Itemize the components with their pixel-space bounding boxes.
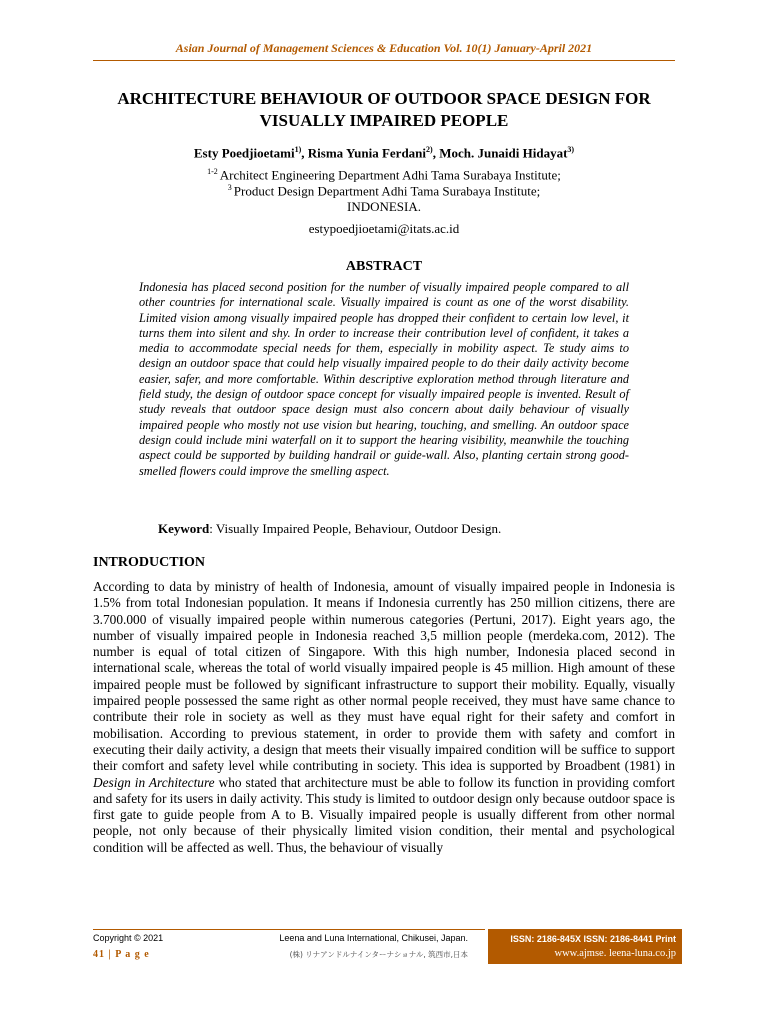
author-name: Esty Poedjioetami bbox=[193, 145, 295, 161]
abstract-text: Indonesia has placed second position for the number of visually impaired people compared to all other countries for international scale. Visually impaired is count as one of the worst disability. Limited vision among visually impaired people has dropped their confident to certain low level, it turns them into silent and shy. In order to increase their contribution level of confident, it takes a media to accommodate special needs for them, especially in mobility aspect. Te study aims to design an outdoor space that could help visually impaired people to do their daily activity become easier, safer, and more comfortable. Within descriptive exploration method through literature and field study, the design of outdoor space concept for visually impaired people is invented. Result of study reveals that outdoor space design must also concern about daily behaviour of visually impaired people who mostly not use vision but hearing, touching, and smelling. An outdoor space design could include mini waterfall on it to support the hearing visibility, meanwhile the touching aspect could be supported by building handrail or guide-wall. Also, planting certain strong good-smelled flowers could improve the smelling aspect. bbox=[139, 280, 629, 478]
author-affil-mark: 2) bbox=[426, 145, 433, 154]
author-name: Moch. Junaidi Hidayat bbox=[439, 145, 568, 161]
affil-text: Architect Engineering Department Adhi Tama Surabaya Institute; bbox=[219, 167, 561, 183]
intro-text-part1: According to data by ministry of health of Indonesia, amount of visually impaired people in Indonesia is 1.5% from total Indonesian population. It means if Indonesia currently has 250 million citizens, there are 3.700.000 of visually impaired people within numerous categories (Pertuni, 2017). Eight years ago, the number of visually impaired people in Indonesia reached 3,5 million people (merdeka.com, 2012). The number is equal of total citizen of Singapore. With this high number, Indonesia placed second in international scale, whereas the total of world visually impaired people is 45 million. High amount of these impaired people must be followed by significant infrastructure to support their mobility. Equally, visually impaired people possessed the same right as other normal people received, they must have same chance to contribute their role in society as well as they must have equal right for their safety and comfort in mobilisation. According to previous statement, in order to provide them with safety and comfort in executing their daily activity, a design that meets their visually impaired condition will be suffice to support their comfort and safety level while contributing in society. This idea is supported by Broadbent (1981) in bbox=[93, 579, 675, 774]
author-affil-mark: 3) bbox=[567, 145, 575, 154]
affil-text: Product Design Department Adhi Tama Surabaya Institute; bbox=[233, 183, 541, 199]
affil-text: INDONESIA. bbox=[346, 199, 422, 214]
affil-mark: 3 bbox=[227, 183, 234, 192]
paper-title: ARCHITECTURE BEHAVIOUR OF OUTDOOR SPACE DESIGN FOR VISUALLY IMPAIRED PEOPLE bbox=[117, 89, 651, 130]
footer-publisher-jp: (株) リナアンドルナインターナショナル, 筑西市,日本 bbox=[289, 950, 468, 959]
author-separator: , bbox=[301, 145, 308, 161]
author-name: Risma Yunia Ferdani bbox=[307, 145, 427, 161]
header-rule bbox=[93, 60, 675, 61]
author-affil-mark: 1) bbox=[294, 145, 302, 154]
journal-header: Asian Journal of Management Sciences & Education Vol. 10(1) January-April 2021 bbox=[175, 41, 593, 55]
introduction-paragraph bbox=[93, 579, 675, 856]
keyword-label: Keyword bbox=[158, 521, 210, 536]
section-heading-introduction: INTRODUCTION bbox=[93, 555, 206, 570]
keyword-list: : Visually Impaired People, Behaviour, Outdoor Design. bbox=[209, 521, 502, 536]
footer-page-number: 41 | P a g e bbox=[93, 949, 150, 960]
affiliation-line bbox=[93, 183, 675, 199]
abstract-heading: ABSTRACT bbox=[345, 259, 423, 274]
footer-issn-box bbox=[488, 929, 682, 964]
footer-issn: ISSN: 2186-845X ISSN: 2186-8441 Print bbox=[510, 934, 676, 944]
intro-text-part2: who stated that architecture must be able to follow its function in providing comfort and safety for its users in daily activity. This study is limited to outdoor design only because outdoor space is first gate to guide people from A to B. Visually impaired people is usually different from other normal people, not only because of their physically limited vision condition, their mental and psychological condition will be affected as well. Thus, the behaviour of visually bbox=[93, 774, 675, 855]
footer-rule bbox=[93, 929, 485, 930]
affil-mark: 1-2 bbox=[207, 167, 220, 176]
affiliation-line bbox=[93, 199, 675, 215]
footer-copyright: Copyright © 2021 bbox=[93, 933, 164, 943]
author-list bbox=[93, 145, 675, 161]
author-email[interactable]: estypoedjioetami@itats.ac.id bbox=[308, 221, 460, 236]
keywords bbox=[158, 521, 501, 537]
affiliation-line bbox=[93, 167, 675, 183]
author-separator: , bbox=[432, 145, 440, 161]
footer-publisher: Leena and Luna International, Chikusei, Japan. bbox=[279, 933, 468, 943]
footer-url[interactable]: www.ajmse. leena-luna.co.jp bbox=[554, 948, 676, 959]
book-title: Design in Architecture bbox=[93, 774, 215, 790]
